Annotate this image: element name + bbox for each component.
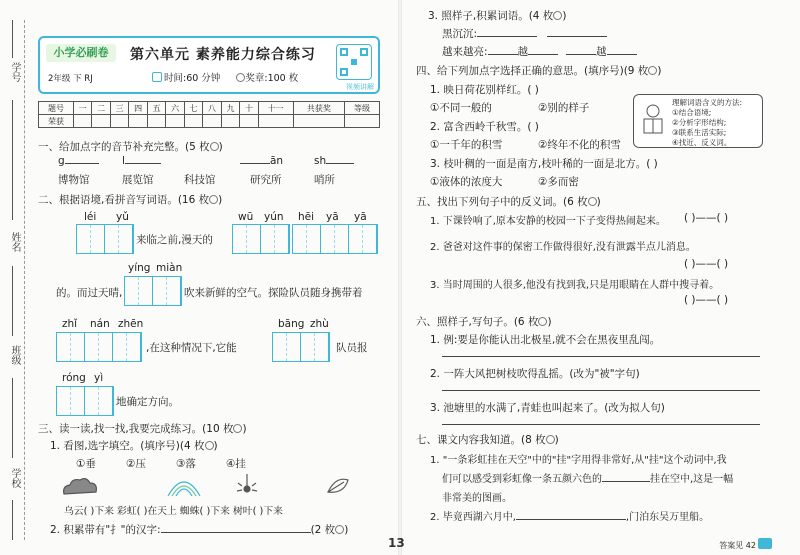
video-explain-label: 视频讲解	[346, 83, 374, 91]
passage-text: 的。而过天晴,	[56, 287, 123, 299]
question-text: 2. 一阵大风把树枝吹得乱摇。(改为"被"字句)	[430, 368, 640, 380]
example-word: 黑沉沉:	[442, 26, 607, 41]
question-text: 们可以感受到彩虹像一条五颜六色的 挂在空中,这是一幅	[442, 474, 734, 485]
word: 研究所	[250, 174, 282, 186]
table-cell: 八	[203, 102, 221, 115]
section-3-title: 三、读一读,找一找,我要完成练习。(10 枚 )	[38, 423, 247, 435]
score-table	[38, 101, 380, 128]
exam-meta	[152, 70, 298, 84]
table-cell: 题号	[39, 102, 74, 115]
word: 展览馆	[122, 174, 154, 186]
answer-reference: 答案见 42	[719, 541, 756, 550]
pinyin: yā	[354, 211, 367, 223]
table-cell: 六	[166, 102, 184, 115]
pinyin: zhù	[310, 318, 329, 330]
fill-in-blanks[interactable]: 乌云( )下来 彩虹( )在天上 蜘蛛( )下来 树叶( )下来	[64, 506, 283, 517]
table-cell: 十	[240, 102, 258, 115]
score-cell[interactable]	[258, 115, 293, 128]
score-cell[interactable]	[166, 115, 184, 128]
option-label: ②终年不化的积雪	[538, 139, 621, 151]
question-text: 2. 毕竟西湖六月中, ,门泊东吴万里船。	[430, 512, 710, 523]
table-cell: 七	[184, 102, 202, 115]
qr-code-icon[interactable]	[336, 44, 372, 80]
question-text: 3. 枝叶稠的一面是南方,枝叶稀的一面是北方。( )	[430, 158, 658, 170]
pinyin: léi	[84, 211, 97, 223]
binding-line	[12, 378, 13, 458]
pinyin-blank: g	[58, 155, 99, 167]
page-number: 13	[388, 536, 405, 550]
pinyin-blank: l	[122, 155, 161, 167]
tip-box	[633, 94, 763, 148]
question-text: 2. 富含西岭千秋雪。( )	[430, 121, 539, 133]
score-cell[interactable]	[203, 115, 221, 128]
spider-icon	[232, 474, 262, 498]
question-text: 非常美的图画。	[442, 493, 512, 504]
question-text: 2. 积累带有"⺘"的汉字: (2 枚 )	[50, 524, 349, 536]
table-cell: 二	[92, 102, 110, 115]
question-text: 3. 照样子,积累词语。(4 枚 )	[428, 10, 567, 22]
pinyin: yì	[94, 372, 104, 384]
pinyin: róng	[62, 372, 86, 384]
option-label: ②别的样子	[538, 102, 590, 114]
passage-text: ,在这种情况下,它能	[146, 342, 237, 354]
tip-title: 理解词语含义的方法:	[672, 98, 743, 107]
pinyin-blank: sh	[314, 155, 354, 167]
tip-line: ②分析字形结构;	[672, 118, 727, 127]
example-word: 越来越亮: 越 越	[442, 44, 637, 59]
word: 哨所	[314, 174, 335, 186]
writing-grid[interactable]	[292, 224, 378, 254]
section-6-title: 六、照样子,写句子。(6 枚 )	[416, 316, 552, 328]
table-cell: 荣获	[39, 115, 74, 128]
option-label: ④挂	[226, 458, 246, 470]
pinyin: yǔ	[116, 211, 129, 223]
option-label: ②多而密	[538, 176, 579, 188]
word: 博物馆	[58, 174, 90, 186]
question-text: 1. 看图,选字填空。(填序号)(4 枚 )	[50, 440, 218, 452]
writing-grid[interactable]	[124, 276, 182, 306]
pinyin: nán	[90, 318, 110, 330]
passage-text: 队员报	[336, 342, 368, 354]
class-label: 班级	[9, 345, 20, 365]
passage-text: 来临之前,漫天的	[136, 234, 213, 246]
reading-child-icon	[638, 101, 668, 141]
pinyin: zhēn	[118, 318, 144, 330]
score-cell[interactable]	[92, 115, 110, 128]
pinyin: yíng	[128, 262, 151, 274]
table-cell: 九	[221, 102, 239, 115]
table-cell: 等级	[345, 102, 380, 115]
pinyin: hēi	[298, 211, 315, 223]
score-cell[interactable]	[129, 115, 147, 128]
score-cell[interactable]	[147, 115, 165, 128]
section-7-title: 七、课文内容我知道。(8 枚 )	[416, 434, 559, 446]
grade-label: 2年级 下 RJ	[48, 74, 93, 84]
pinyin: zhǐ	[62, 318, 78, 330]
pinyin: bāng	[278, 318, 305, 330]
question-text: 3. 池塘里的水满了,青蛙也叫起来了。(改为拟人句)	[430, 402, 665, 414]
question-text: 2. 爸爸对这件事的保密工作做得很好,没有泄露半点儿消息。	[430, 242, 696, 253]
time-label: 时间:60 分钟	[164, 73, 221, 84]
clock-icon	[152, 72, 162, 82]
option-label: ②压	[126, 458, 146, 470]
page-title: 第六单元 素养能力综合练习	[130, 47, 316, 63]
student-id-label: 学号	[9, 62, 20, 82]
writing-grid[interactable]	[76, 224, 134, 254]
brand-logo: 小学必刷卷	[46, 44, 116, 62]
binding-line	[12, 20, 13, 58]
option-label: ①垂	[76, 458, 96, 470]
tip-line: ④找近、反义词。	[672, 138, 732, 147]
option-label: ①液体的浓度大	[430, 176, 503, 188]
pinyin: wū	[238, 211, 254, 223]
score-cell[interactable]	[184, 115, 202, 128]
cut-line	[24, 20, 25, 540]
table-cell: 五	[147, 102, 165, 115]
option-label: ①不同一般的	[430, 102, 492, 114]
question-text: 1. 下课铃响了,原本安静的校园一下子变得热闹起来。	[430, 216, 666, 227]
binding-line	[12, 500, 13, 540]
pinyin: miàn	[156, 262, 183, 274]
answer-line[interactable]	[442, 424, 760, 425]
table-cell: 四	[129, 102, 147, 115]
table-cell: 十一	[258, 102, 293, 115]
writing-grid[interactable]	[56, 332, 142, 362]
option-label: ③落	[176, 458, 196, 470]
worksheet-header	[38, 36, 380, 94]
answer-pair[interactable]: ( )——( )	[684, 258, 729, 270]
pinyin: yā	[326, 211, 339, 223]
student-name-label: 姓名	[9, 232, 20, 252]
score-cell[interactable]	[293, 115, 344, 128]
answer-line[interactable]	[442, 390, 760, 391]
section-2-title: 二、根据语境,看拼音写词语。(16 枚 )	[38, 194, 223, 206]
table-row	[39, 115, 380, 128]
binding-line	[12, 100, 13, 220]
score-cell[interactable]	[345, 115, 380, 128]
right-page	[400, 0, 800, 555]
writing-grid[interactable]	[232, 224, 290, 254]
section-5-title: 五、找出下列句子中的反义词。(6 枚 )	[416, 196, 601, 208]
answer-line[interactable]	[442, 356, 760, 357]
table-row	[39, 102, 380, 115]
score-cell[interactable]	[240, 115, 258, 128]
table-cell: 一	[73, 102, 91, 115]
score-cell[interactable]	[73, 115, 91, 128]
score-cell[interactable]	[110, 115, 128, 128]
word: 科技馆	[184, 174, 216, 186]
score-cell[interactable]	[221, 115, 239, 128]
pinyin: yún	[264, 211, 284, 223]
answer-tab-icon	[758, 538, 772, 549]
pinyin-blank: ān	[240, 155, 283, 167]
table-cell: 共获奖	[293, 102, 344, 115]
question-text: 1. 映日荷花别样红。( )	[430, 84, 539, 96]
section-1-title: 一、给加点字的音节补充完整。(5 枚 )	[38, 141, 223, 153]
writing-grid[interactable]	[56, 386, 114, 416]
reward-label: 奖章:100 枚	[245, 73, 299, 84]
passage-text: 地确定方向。	[116, 396, 179, 408]
answer-pair[interactable]: ( )——( )	[684, 212, 729, 224]
passage-text: 吹来新鲜的空气。探险队员随身携带着	[184, 287, 363, 299]
writing-grid[interactable]	[272, 332, 330, 362]
binding-line	[12, 266, 13, 336]
question-text: 1. 例:要是你能认出北极星,就不会在黑夜里乱闯。	[430, 334, 661, 346]
section-4-title: 四、给下列加点字选择正确的意思。(填序号)(9 枚 )	[416, 65, 662, 77]
answer-pair[interactable]: ( )——( )	[684, 294, 729, 306]
question-text: 3. 当时周围的人很多,他没有找到我,只是用眼睛在人群中搜寻着。	[430, 280, 720, 291]
tip-line: ①结合语境;	[672, 108, 712, 117]
table-cell: 三	[110, 102, 128, 115]
question-text: 1. "一条彩虹挂在天空"中的"挂"字用得非常好,从"挂"这个动词中,我	[430, 455, 727, 466]
leaf-icon	[322, 474, 352, 498]
school-label: 学校	[9, 468, 20, 488]
option-label: ①一千年的积雪	[430, 139, 503, 151]
rainbow-icon	[164, 472, 204, 498]
tip-line: ③联系生活实际;	[672, 128, 727, 137]
dark-cloud-icon	[60, 474, 100, 498]
